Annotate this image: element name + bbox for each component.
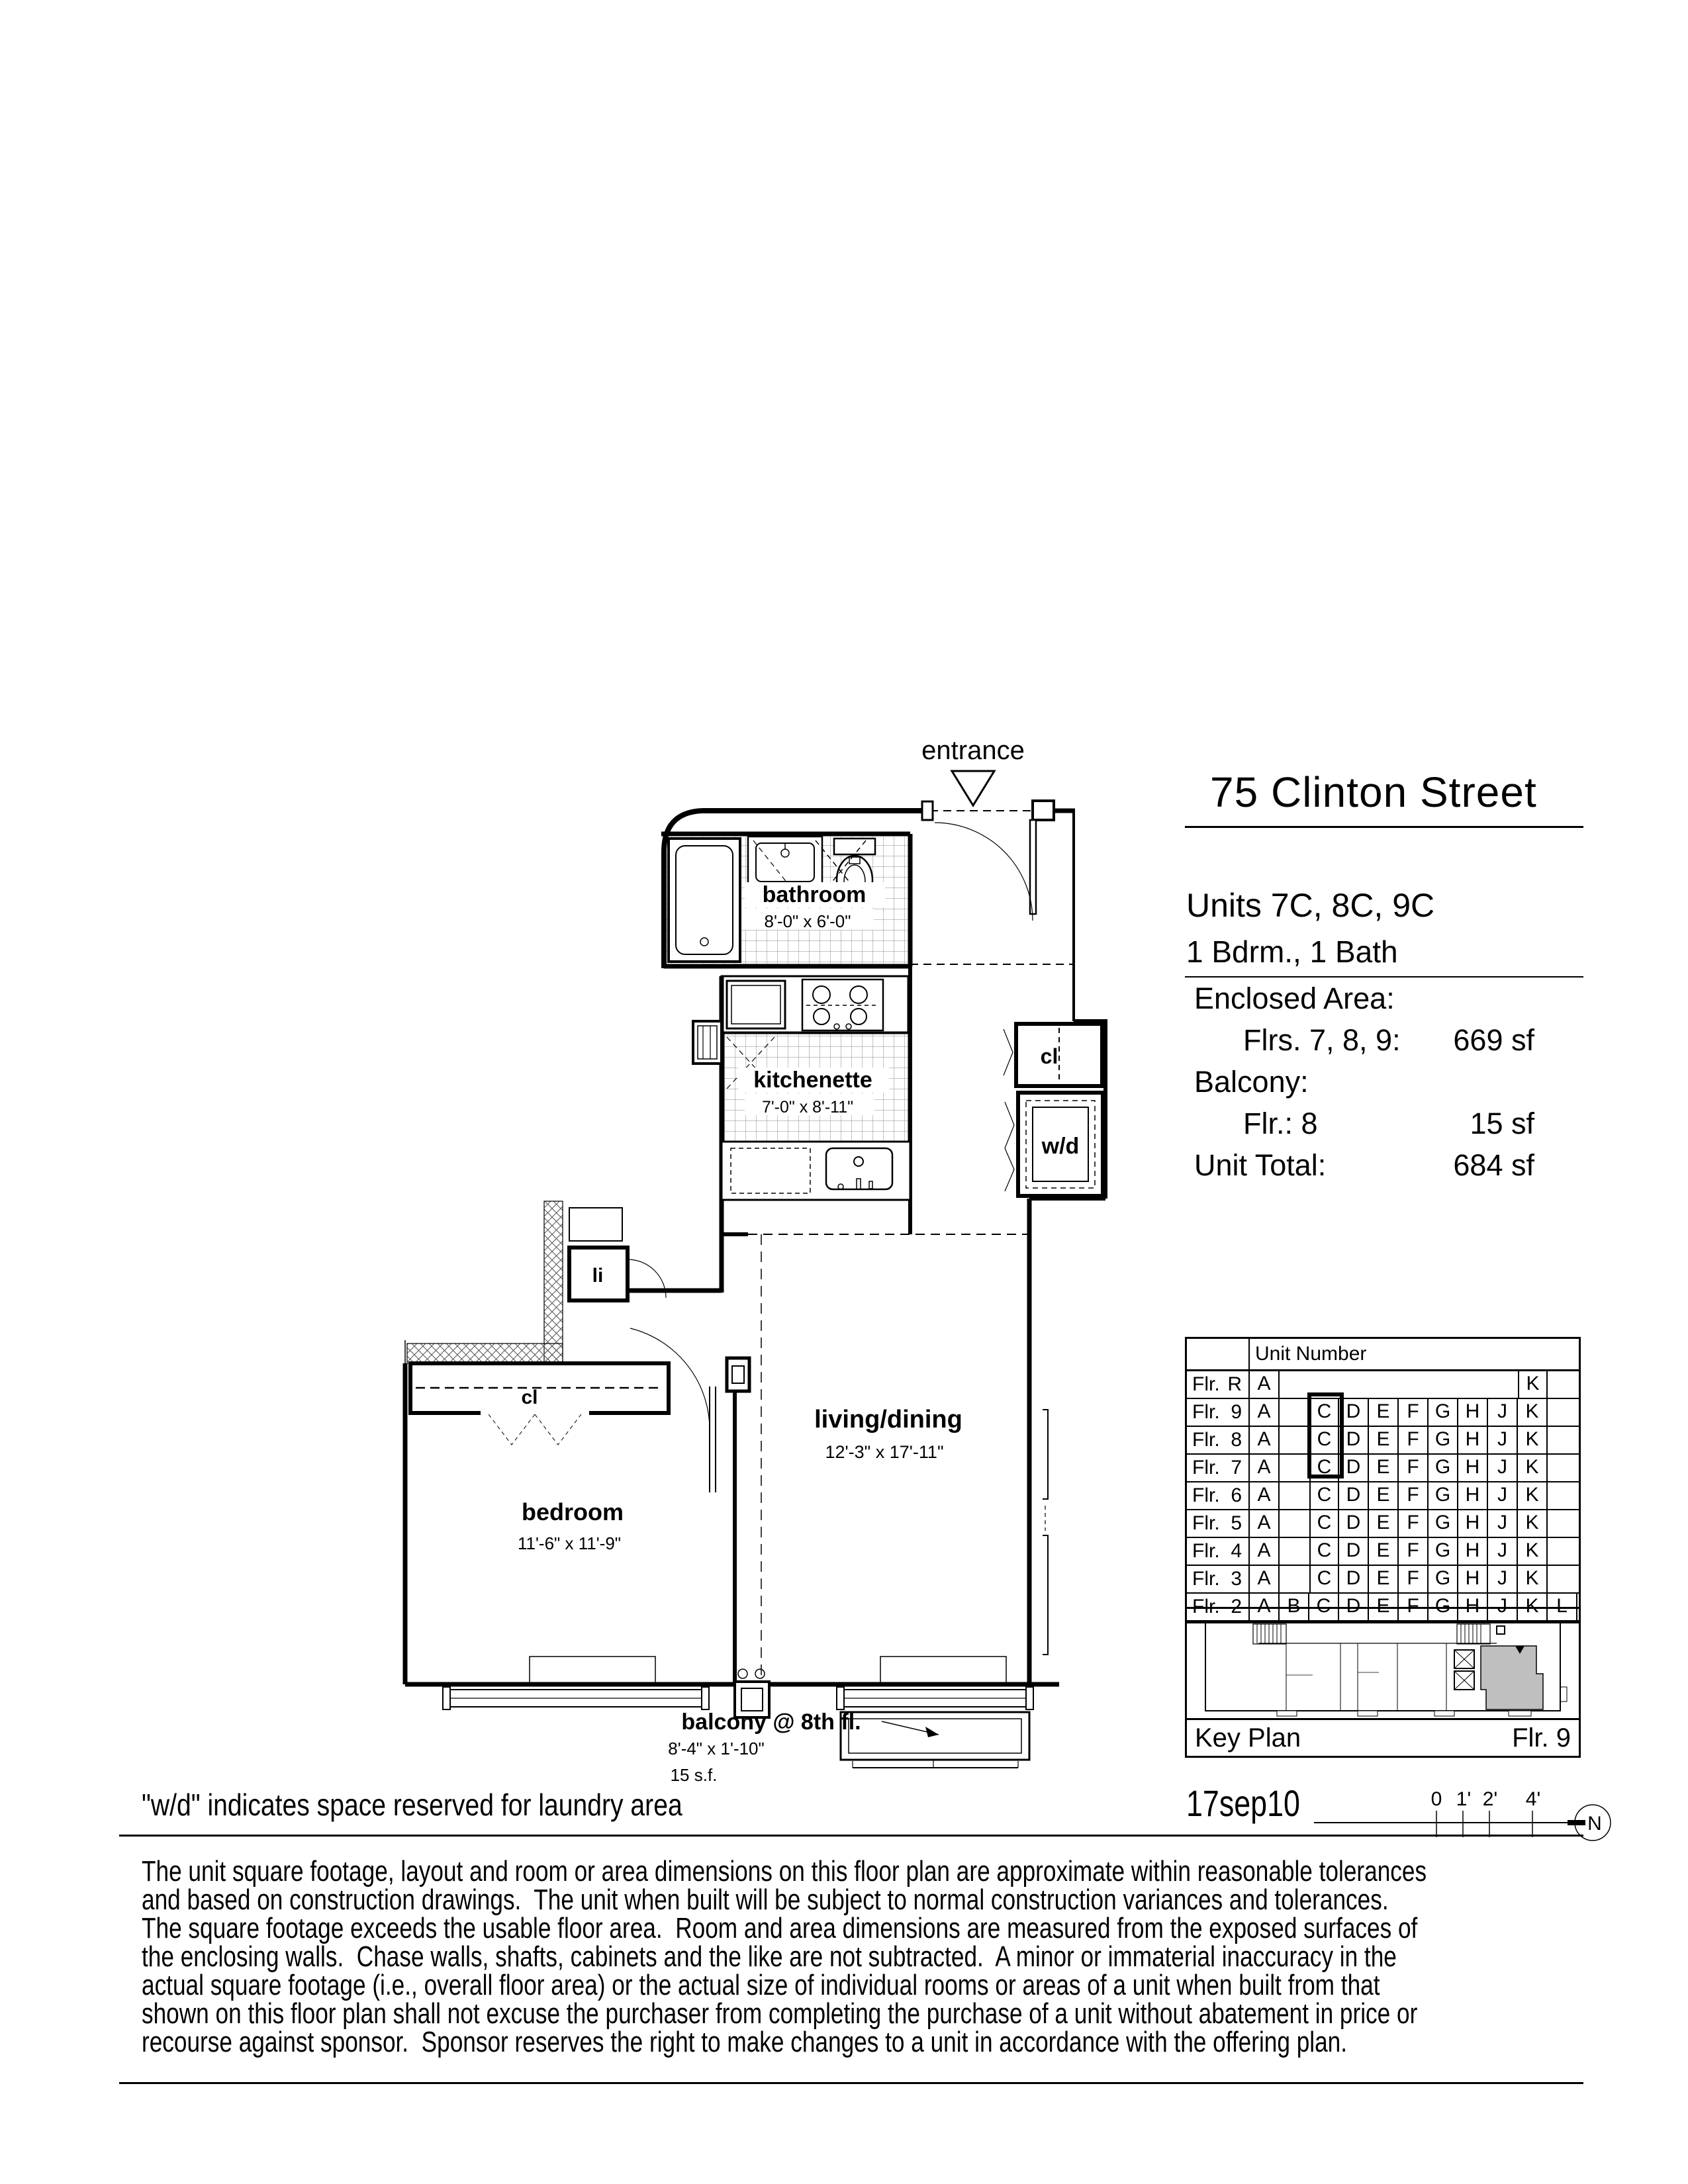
unit-cell: A [1250,1566,1280,1592]
disclaimer-line: and based on construction drawings. The unit when built will be subject to normal construction variances and tolerances. [142,1884,1389,1916]
unit-cell: J [1488,1510,1518,1537]
entrance-arrow-icon [952,771,994,805]
unit-cell: A [1250,1399,1280,1426]
unit-cell: A [1250,1538,1280,1565]
unit-cell: G [1429,1566,1458,1592]
unit-cell: C [1309,1482,1339,1509]
unit-cell: E [1369,1427,1399,1453]
kitchenette [693,966,1029,1293]
unit-table-row [1187,1566,1579,1594]
unit-cell [1280,1371,1309,1398]
unit-cell: F [1399,1455,1429,1481]
area-row [1185,1103,1583,1144]
elevator-icon [1454,1650,1474,1690]
unit-cell: F [1399,1594,1429,1620]
area-label: Balcony: [1194,1065,1309,1099]
table-corner-cell [1187,1339,1250,1369]
kitchenette-label: kitchenette [753,1068,872,1093]
area-value: 15 sf [1470,1107,1534,1140]
unit-cell [1548,1566,1577,1592]
balcony [841,1712,1029,1768]
bedroom-dims: 11'-6" x 11'-9" [517,1533,622,1553]
unit-cell [1548,1538,1577,1565]
scale-tick: 0 [1430,1788,1442,1810]
divider [119,1835,1583,1837]
unit-cell: F [1399,1538,1429,1565]
area-row [1185,1144,1583,1186]
unit-cell: D [1339,1538,1369,1565]
scale-bar [1314,1782,1618,1854]
unit-table-row [1187,1455,1579,1482]
disclaimer [142,1857,1427,2056]
floor-label: Flr. 3 [1187,1566,1250,1592]
unit-cell: D [1339,1566,1369,1592]
unit-table-row [1187,1482,1579,1510]
unit-cell: C [1309,1538,1339,1565]
area-label: Flr.: 8 [1243,1107,1318,1140]
disclaimer-line: The unit square footage, layout and room or area dimensions on this floor plan are approximate within reasonable tolerances [142,1855,1427,1888]
unit-cell [1548,1455,1577,1481]
floor-label: Flr. 7 [1187,1455,1250,1481]
floor-label: Flr. 4 [1187,1538,1250,1565]
party-walls [407,1201,722,1363]
unit-cell: J [1488,1482,1518,1509]
unit-cell: F [1399,1482,1429,1509]
unit-cell: J [1488,1399,1518,1426]
floor-plan-drawing [311,718,1145,1790]
balcony-area: 15 s.f. [670,1765,718,1785]
scale-tick: 4' [1525,1788,1541,1810]
unit-cell: G [1429,1427,1458,1453]
units-line: Units 7C, 8C, 9C [1186,887,1435,924]
unit-cell: D [1339,1399,1369,1426]
unit-cell: G [1429,1510,1458,1537]
unit-cell: J [1488,1594,1518,1620]
unit-cell: E [1369,1594,1399,1620]
key-plan-drawing [1187,1609,1579,1721]
unit-cell: K [1518,1566,1548,1592]
unit-cell: E [1369,1538,1399,1565]
unit-cell: A [1250,1427,1280,1453]
area-row [1185,1019,1583,1061]
unit-cell: F [1399,1566,1429,1592]
floor-label: Flr. 6 [1187,1482,1250,1509]
north-label: N [1587,1813,1602,1835]
unit-cell: K [1518,1482,1548,1509]
unit-cell [1280,1510,1309,1537]
unit-cell [1548,1371,1577,1398]
balcony-dims: 8'-4" x 1'-10" [668,1739,765,1758]
unit-cell: D [1339,1427,1369,1453]
entrance-door-swing [935,823,1033,921]
unit-number-table [1185,1337,1581,1623]
unit-cell: E [1369,1399,1399,1426]
unit-cell: G [1429,1594,1458,1620]
unit-cell: G [1429,1482,1458,1509]
unit-cell: G [1429,1399,1458,1426]
title-block [1185,768,1583,1186]
unit-cell: C [1309,1594,1339,1620]
unit-cell: H [1458,1399,1488,1426]
unit-cell: C [1309,1455,1339,1481]
unit-cell: E [1369,1482,1399,1509]
unit-number-header: Unit Number [1255,1343,1367,1365]
unit-cell [1280,1538,1309,1565]
toilet [834,839,875,854]
date-label: 17sep10 [1186,1782,1300,1824]
unit-cell [1369,1371,1399,1398]
washer-dryer-label: w/d [1041,1134,1080,1159]
unit-cell [1309,1371,1339,1398]
divider [119,2082,1583,2084]
unit-cell: H [1458,1455,1488,1481]
disclaimer-line: actual square footage (i.e., overall floor area) or the actual size of individual rooms or areas of a unit when built from that [142,1969,1380,2001]
unit-cell: H [1458,1427,1488,1453]
unit-cell [1280,1482,1309,1509]
key-plan-floor: Flr. 9 [1512,1723,1571,1752]
bedroom-closet [410,1363,669,1445]
unit-cell: H [1458,1594,1488,1620]
unit-cell [1280,1427,1309,1453]
unit-cell: A [1250,1510,1280,1537]
unit-cell: D [1339,1510,1369,1537]
unit-cell: H [1458,1482,1488,1509]
bathroom-dims: 8'-0" x 6'-0" [764,911,851,931]
unit-cell [1280,1566,1309,1592]
unit-cell: J [1488,1566,1518,1592]
unit-cell: A [1250,1482,1280,1509]
layout-line: 1 Bdrm., 1 Bath [1185,934,1583,978]
unit-cell: D [1339,1594,1369,1620]
floor-label: Flr. 5 [1187,1510,1250,1537]
unit-table-row [1187,1427,1579,1455]
unit-cell: C [1309,1566,1339,1592]
unit-cell [1548,1482,1577,1509]
unit-cell: J [1488,1427,1518,1453]
wd-note: "w/d" indicates space reserved for laundry area [142,1788,682,1822]
linen-closet-label: li [592,1265,604,1287]
living-dining-label: living/dining [814,1406,962,1433]
unit-cell: K [1518,1371,1548,1398]
area-row [1185,1061,1583,1103]
unit-cell: K [1518,1455,1548,1481]
unit-cell [1429,1371,1458,1398]
unit-cell: E [1369,1455,1399,1481]
unit-table-row [1187,1371,1579,1399]
unit-cell: K [1518,1594,1548,1620]
unit-cell: K [1518,1399,1548,1426]
disclaimer-line: the enclosing walls. Chase walls, shafts, cabinets and the like are not subtracted. A minor or immaterial inaccuracy in the [142,1940,1397,1973]
unit-table-row [1187,1538,1579,1566]
key-plan-label: Key Plan [1195,1723,1301,1752]
unit-cell: K [1518,1427,1548,1453]
area-row [1185,978,1583,1019]
key-plan-unit-highlight [1481,1646,1543,1709]
unit-cell [1548,1399,1577,1426]
unit-cell: K [1518,1510,1548,1537]
unit-cell: E [1369,1566,1399,1592]
fridge [727,981,785,1028]
unit-cell [1458,1371,1488,1398]
unit-cell: A [1250,1455,1280,1481]
unit-cell: H [1458,1538,1488,1565]
balcony-label: balcony @ 8th fl. [681,1709,861,1735]
living-dining-dims: 12'-3" x 17'-11" [825,1442,944,1462]
unit-cell: F [1399,1399,1429,1426]
unit-cell: B [1280,1594,1309,1620]
disclaimer-line: The square footage exceeds the usable floor area. Room and area dimensions are measured from the exposed surfaces of [142,1912,1418,1944]
unit-cell: C [1309,1427,1339,1453]
unit-cell [1488,1371,1518,1398]
unit-cell: L [1548,1594,1577,1620]
unit-cell [1548,1510,1577,1537]
unit-cell [1339,1371,1369,1398]
unit-cell: G [1429,1538,1458,1565]
unit-cell [1280,1455,1309,1481]
area-label: Unit Total: [1194,1148,1327,1182]
unit-cell: D [1339,1455,1369,1481]
unit-cell: J [1488,1538,1518,1565]
area-value: 684 sf [1453,1148,1534,1182]
key-plan-box [1185,1607,1581,1758]
floor-label: Flr. R [1187,1371,1250,1398]
unit-cell: J [1488,1455,1518,1481]
scale-tick: 1' [1456,1788,1472,1810]
unit-cell: F [1399,1510,1429,1537]
unit-cell: E [1369,1510,1399,1537]
unit-cell: A [1250,1371,1280,1398]
area-value: 669 sf [1453,1023,1534,1057]
scale-tick: 2' [1482,1788,1498,1810]
unit-cell: K [1518,1538,1548,1565]
unit-cell: H [1458,1566,1488,1592]
area-label: Flrs. 7, 8, 9: [1243,1023,1401,1057]
unit-cell: H [1458,1510,1488,1537]
hall-closet-label: cl [1040,1044,1058,1068]
bedroom-closet-label: cl [521,1387,538,1408]
disclaimer-line: shown on this floor plan shall not excuse the purchaser from completing the purchase of a unit without abatement in price or [142,1997,1418,2030]
bathtub [669,839,740,962]
unit-cell: C [1309,1510,1339,1537]
unit-cell: C [1309,1399,1339,1426]
entrance-door-leaf [1030,820,1036,914]
entrance-label: entrance [921,736,1025,765]
unit-cell [1399,1371,1429,1398]
unit-cell: A [1250,1594,1280,1620]
building-title: 75 Clinton Street [1185,768,1583,828]
floor-label: Flr. 9 [1187,1399,1250,1426]
unit-cell: F [1399,1427,1429,1453]
unit-cell [1548,1427,1577,1453]
unit-table-row [1187,1510,1579,1538]
area-label: Enclosed Area: [1194,981,1395,1015]
kitchenette-dims: 7'-0" x 8'-11" [761,1098,854,1116]
floor-label: Flr. 8 [1187,1427,1250,1453]
unit-cell: D [1339,1482,1369,1509]
unit-table-row [1187,1399,1579,1427]
bedroom-label: bedroom [521,1498,624,1525]
unit-cell: G [1429,1455,1458,1481]
disclaimer-line: recourse against sponsor. Sponsor reserves the right to make changes to a unit in accordance with the offering plan. [142,2026,1348,2058]
bathroom-label: bathroom [762,882,867,907]
floor-label: Flr. 2 [1187,1594,1250,1620]
stairs-icon [1253,1624,1505,1644]
room-walls [405,1234,1059,1684]
unit-cell [1280,1399,1309,1426]
windows [443,1657,1033,1717]
